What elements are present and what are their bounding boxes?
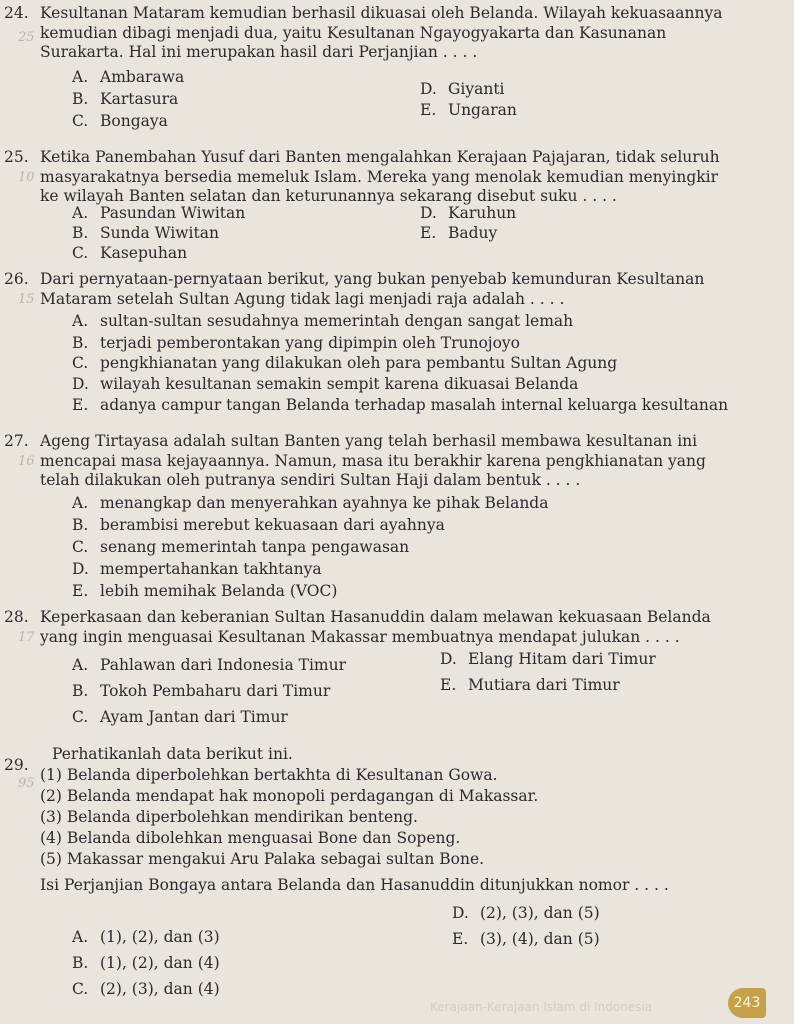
question-stem [40, 608, 788, 647]
question-number: 27. [4, 432, 29, 450]
data-item: (5) Makassar mengakui Aru Palaka sebagai sultan Bone. [40, 850, 485, 868]
stem-line: Mataram setelah Sultan Agung tidak lagi menjadi raja adalah . . . . [40, 289, 565, 308]
option-b[interactable]: B. Sunda Wiwitan [72, 224, 219, 242]
data-item: (3) Belanda diperbolehkan mendirikan benteng. [40, 808, 418, 826]
option-a[interactable]: A. Pasundan Wiwitan [72, 204, 246, 222]
pencil-mark: 16 [18, 454, 35, 469]
question-stem [40, 4, 788, 63]
option-d[interactable]: D. mempertahankan takhtanya [72, 560, 322, 578]
question-number: 26. [4, 270, 29, 288]
page-number-badge: 243 [728, 988, 766, 1018]
stem-line: Ketika Panembahan Yusuf dari Banten mengalahkan Kerajaan Pajajaran, tidak seluruh [40, 148, 720, 166]
stem-line: Dari pernyataan-pernyataan berikut, yang bukan penyebab kemunduran Kesultanan [40, 270, 705, 288]
pencil-mark: 95 [18, 776, 35, 791]
stem-line: Ageng Tirtayasa adalah sultan Banten yang telah berhasil membawa kesultanan ini [40, 432, 698, 450]
data-item: (4) Belanda dibolehkan menguasai Bone dan Sopeng. [40, 829, 461, 847]
option-d[interactable]: D. wilayah kesultanan semakin sempit karena dikuasai Belanda [72, 375, 579, 393]
option-e[interactable]: E. Ungaran [420, 101, 517, 119]
option-a[interactable]: A. Pahlawan dari Indonesia Timur [72, 656, 347, 674]
option-d[interactable]: D. Giyanti [420, 80, 505, 98]
stem-line: yang ingin menguasai Kesultanan Makassar membuatnya mendapat julukan . . . . [40, 627, 680, 646]
option-c[interactable]: C. Ayam Jantan dari Timur [72, 708, 288, 726]
stem-line: ke wilayah Banten selatan dan keturunannya sekarang disebut suku . . . . [40, 187, 617, 205]
option-e[interactable]: E. Baduy [420, 224, 498, 242]
running-title: Kerajaan-Kerajaan Islam di Indonesia [430, 1000, 653, 1014]
option-d[interactable]: D. Elang Hitam dari Timur [440, 650, 656, 668]
stem-line: telah dilakukan oleh putranya sendiri Sultan Haji dalam bentuk . . . . [40, 471, 581, 489]
option-a[interactable]: A. Ambarawa [72, 68, 185, 86]
option-b[interactable]: B. (1), (2), dan (4) [72, 954, 220, 972]
option-e[interactable]: E. adanya campur tangan Belanda terhadap masalah internal keluarga kesultanan [72, 396, 729, 414]
option-e[interactable]: E. (3), (4), dan (5) [452, 930, 600, 948]
option-e[interactable]: E. lebih memihak Belanda (VOC) [72, 582, 338, 600]
option-c[interactable]: C. Bongaya [72, 112, 168, 130]
question-stem [40, 148, 788, 207]
question-stem [40, 432, 788, 491]
stem-line: Surakarta. Hal ini merupakan hasil dari Perjanjian . . . . [40, 43, 478, 61]
pencil-mark: 17 [18, 630, 35, 645]
stem-line: masyarakatnya bersedia memeluk Islam. Mereka yang menolak kemudian menyingkir [40, 167, 719, 186]
question-number: 24. [4, 4, 29, 22]
stem-line: Kesultanan Mataram kemudian berhasil dikuasai oleh Belanda. Wilayah kekuasaannya [40, 4, 723, 22]
option-d[interactable]: D. Karuhun [420, 204, 517, 222]
option-a[interactable]: A. (1), (2), dan (3) [72, 928, 220, 946]
option-b[interactable]: B. Kartasura [72, 90, 179, 108]
option-c[interactable]: C. (2), (3), dan (4) [72, 980, 220, 998]
option-b[interactable]: B. terjadi pemberontakan yang dipimpin oleh Trunojoyo [72, 334, 521, 352]
option-e[interactable]: E. Mutiara dari Timur [440, 676, 620, 694]
question-number: 29. [4, 756, 29, 774]
stem-line: Keperkasaan dan keberanian Sultan Hasanuddin dalam melawan kekuasaan Belanda [40, 608, 711, 626]
option-b[interactable]: B. Tokoh Pembaharu dari Timur [72, 682, 331, 700]
question-number: 25. [4, 148, 29, 166]
question-stem [40, 744, 788, 870]
question-closing: Isi Perjanjian Bongaya antara Belanda dan Hasanuddin ditunjukkan nomor . . . . [40, 876, 669, 894]
pencil-mark: 25 [18, 30, 35, 45]
option-c[interactable]: C. Kasepuhan [72, 244, 188, 262]
option-c[interactable]: C. senang memerintah tanpa pengawasan [72, 538, 410, 556]
data-item: (1) Belanda diperbolehkan bertakhta di Kesultanan Gowa. [40, 766, 498, 784]
option-a[interactable]: A. menangkap dan menyerahkan ayahnya ke pihak Belanda [72, 494, 549, 512]
stem-line: kemudian dibagi menjadi dua, yaitu Kesultanan Ngayogyakarta dan Kasunanan [40, 23, 667, 42]
question-number: 28. [4, 608, 29, 626]
question-stem [40, 270, 788, 309]
stem-line: mencapai masa kejayaannya. Namun, masa itu berakhir karena pengkhianatan yang [40, 451, 706, 470]
option-c[interactable]: C. pengkhianatan yang dilakukan oleh para pembantu Sultan Agung [72, 354, 618, 372]
pencil-mark: 10 [18, 170, 35, 185]
data-item: (2) Belanda mendapat hak monopoli perdagangan di Makassar. [40, 787, 539, 805]
pencil-mark: 15 [18, 292, 35, 307]
option-b[interactable]: B. berambisi merebut kekuasaan dari ayahnya [72, 516, 445, 534]
option-a[interactable]: A. sultan-sultan sesudahnya memerintah dengan sangat lemah [72, 312, 574, 330]
stem-line: Perhatikanlah data berikut ini. [52, 745, 293, 763]
option-d[interactable]: D. (2), (3), dan (5) [452, 904, 600, 922]
